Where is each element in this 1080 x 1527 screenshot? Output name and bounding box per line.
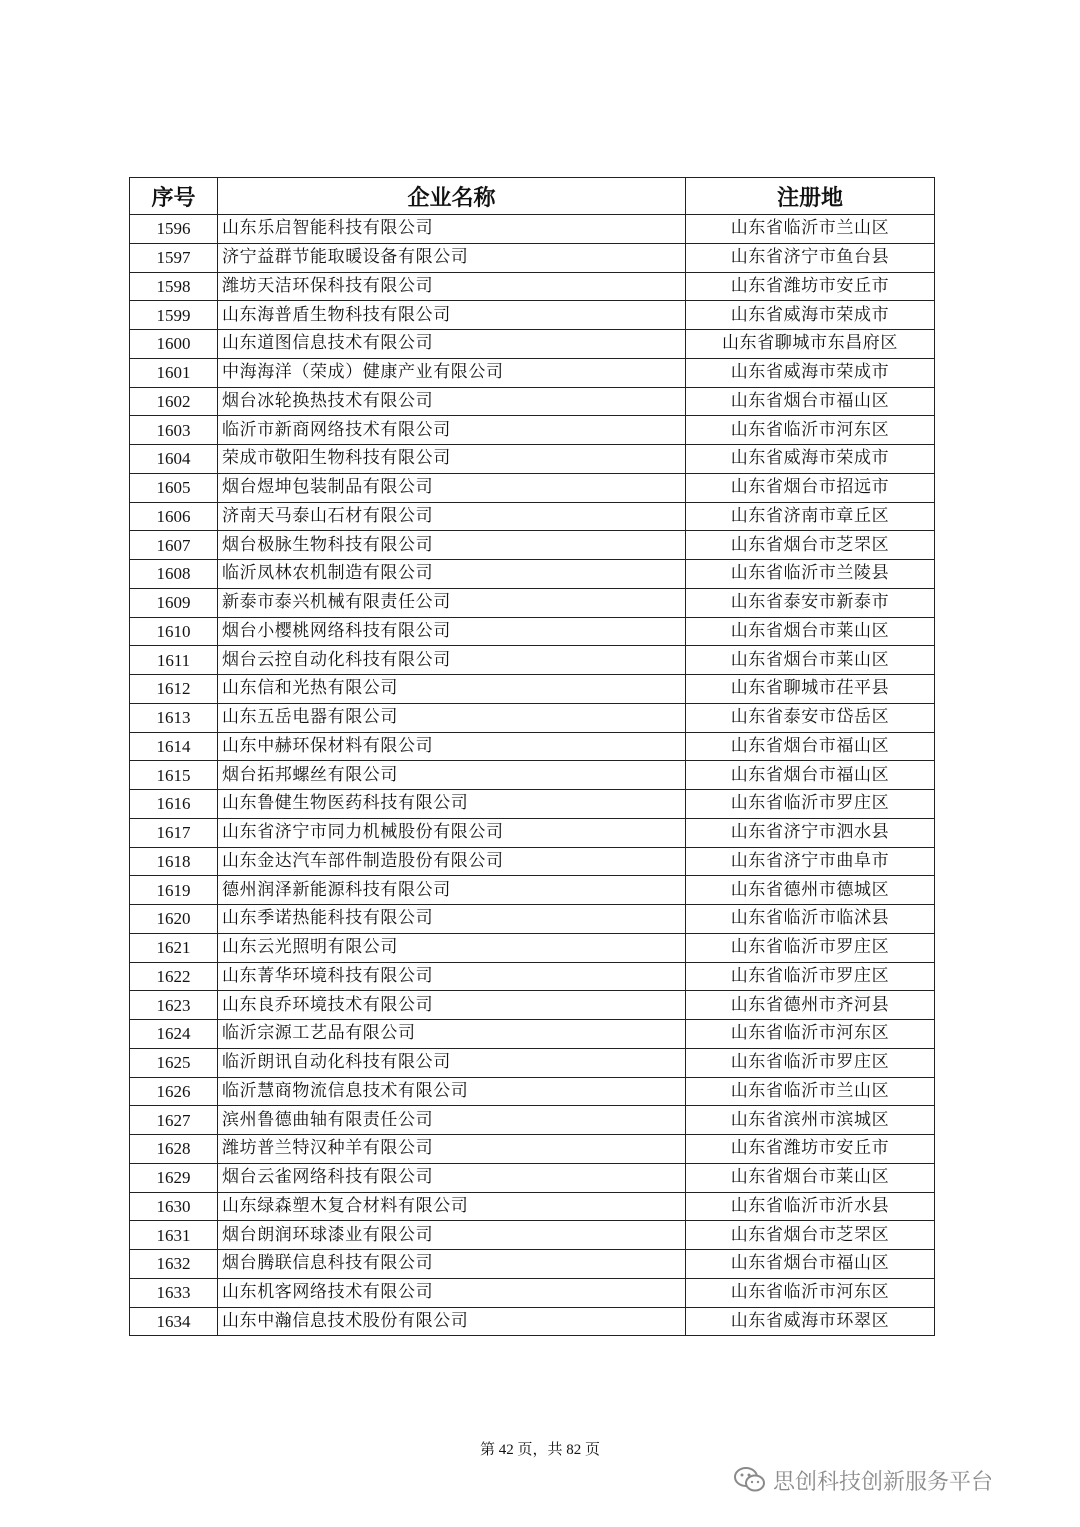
- cell-seq: 1606: [130, 502, 218, 531]
- table-row: [130, 301, 935, 330]
- cell-company-name: 中海海洋（荣成）健康产业有限公司: [218, 358, 686, 387]
- cell-registered-location: 山东省潍坊市安丘市: [686, 272, 935, 301]
- cell-seq: 1602: [130, 387, 218, 416]
- cell-registered-location: 山东省聊城市茌平县: [686, 675, 935, 704]
- header-seq: 序号: [130, 178, 218, 215]
- cell-seq: 1605: [130, 473, 218, 502]
- cell-registered-location: 山东省烟台市芝罘区: [686, 1221, 935, 1250]
- table-row: [130, 588, 935, 617]
- table-row: [130, 962, 935, 991]
- table-row: [130, 1106, 935, 1135]
- cell-seq: 1598: [130, 272, 218, 301]
- table-row: [130, 675, 935, 704]
- cell-company-name: 山东季诺热能科技有限公司: [218, 905, 686, 934]
- cell-company-name: 烟台云雀网络科技有限公司: [218, 1163, 686, 1192]
- cell-company-name: 临沂慧商物流信息技术有限公司: [218, 1077, 686, 1106]
- cell-company-name: 潍坊天洁环保科技有限公司: [218, 272, 686, 301]
- cell-seq: 1622: [130, 962, 218, 991]
- cell-registered-location: 山东省济宁市泗水县: [686, 818, 935, 847]
- table-row: [130, 991, 935, 1020]
- cell-company-name: 临沂市新商网络技术有限公司: [218, 416, 686, 445]
- cell-registered-location: 山东省威海市荣成市: [686, 301, 935, 330]
- cell-company-name: 山东中瀚信息技术股份有限公司: [218, 1307, 686, 1336]
- cell-company-name: 新泰市泰兴机械有限责任公司: [218, 588, 686, 617]
- table-row: [130, 703, 935, 732]
- table-row: [130, 790, 935, 819]
- cell-company-name: 济南天马泰山石材有限公司: [218, 502, 686, 531]
- cell-company-name: 山东省济宁市同力机械股份有限公司: [218, 818, 686, 847]
- table-row: [130, 473, 935, 502]
- cell-company-name: 荣成市敬阳生物科技有限公司: [218, 445, 686, 474]
- cell-company-name: 临沂朗讯自动化科技有限公司: [218, 1048, 686, 1077]
- cell-registered-location: 山东省临沂市罗庄区: [686, 962, 935, 991]
- table-header-row: [130, 178, 935, 215]
- cell-registered-location: 山东省威海市环翠区: [686, 1307, 935, 1336]
- cell-registered-location: 山东省泰安市新泰市: [686, 588, 935, 617]
- table-row: [130, 1077, 935, 1106]
- header-company-name: 企业名称: [218, 178, 686, 215]
- table-row: [130, 531, 935, 560]
- cell-company-name: 山东良乔环境技术有限公司: [218, 991, 686, 1020]
- table-row: [130, 1192, 935, 1221]
- cell-company-name: 山东信和光热有限公司: [218, 675, 686, 704]
- cell-registered-location: 山东省济宁市曲阜市: [686, 847, 935, 876]
- cell-seq: 1610: [130, 617, 218, 646]
- cell-company-name: 山东云光照明有限公司: [218, 933, 686, 962]
- cell-seq: 1596: [130, 215, 218, 244]
- table-row: [130, 330, 935, 359]
- table-body: [130, 215, 935, 1336]
- cell-seq: 1607: [130, 531, 218, 560]
- cell-seq: 1611: [130, 646, 218, 675]
- table-row: [130, 617, 935, 646]
- table-row: [130, 646, 935, 675]
- cell-company-name: 山东道图信息技术有限公司: [218, 330, 686, 359]
- cell-seq: 1618: [130, 847, 218, 876]
- cell-registered-location: 山东省烟台市莱山区: [686, 1163, 935, 1192]
- table-row: [130, 732, 935, 761]
- cell-company-name: 潍坊普兰特汉种羊有限公司: [218, 1135, 686, 1164]
- cell-seq: 1597: [130, 243, 218, 272]
- table-row: [130, 1221, 935, 1250]
- cell-registered-location: 山东省临沂市罗庄区: [686, 933, 935, 962]
- table-row: [130, 1278, 935, 1307]
- cell-seq: 1624: [130, 1020, 218, 1049]
- page-number: 第 42 页，共 82 页: [479, 1442, 600, 1458]
- cell-registered-location: 山东省烟台市招远市: [686, 473, 935, 502]
- cell-company-name: 山东乐启智能科技有限公司: [218, 215, 686, 244]
- cell-seq: 1614: [130, 732, 218, 761]
- cell-registered-location: 山东省济南市章丘区: [686, 502, 935, 531]
- cell-seq: 1600: [130, 330, 218, 359]
- table-row: [130, 215, 935, 244]
- cell-company-name: 山东菁华环境科技有限公司: [218, 962, 686, 991]
- cell-seq: 1631: [130, 1221, 218, 1250]
- table-row: [130, 933, 935, 962]
- cell-registered-location: 山东省临沂市罗庄区: [686, 790, 935, 819]
- cell-seq: 1626: [130, 1077, 218, 1106]
- cell-company-name: 山东五岳电器有限公司: [218, 703, 686, 732]
- cell-registered-location: 山东省烟台市福山区: [686, 1250, 935, 1279]
- cell-company-name: 山东绿森塑木复合材料有限公司: [218, 1192, 686, 1221]
- cell-seq: 1613: [130, 703, 218, 732]
- cell-registered-location: 山东省临沂市罗庄区: [686, 1048, 935, 1077]
- cell-seq: 1621: [130, 933, 218, 962]
- table-row: [130, 560, 935, 589]
- cell-seq: 1627: [130, 1106, 218, 1135]
- table-row: [130, 876, 935, 905]
- cell-registered-location: 山东省烟台市莱山区: [686, 646, 935, 675]
- table-row: [130, 502, 935, 531]
- cell-registered-location: 山东省临沂市兰山区: [686, 1077, 935, 1106]
- cell-company-name: 烟台朗润环球漆业有限公司: [218, 1221, 686, 1250]
- cell-registered-location: 山东省威海市荣成市: [686, 445, 935, 474]
- cell-registered-location: 山东省泰安市岱岳区: [686, 703, 935, 732]
- cell-company-name: 烟台冰轮换热技术有限公司: [218, 387, 686, 416]
- table-row: [130, 445, 935, 474]
- cell-company-name: 烟台极脉生物科技有限公司: [218, 531, 686, 560]
- cell-registered-location: 山东省烟台市莱山区: [686, 617, 935, 646]
- table-row: [130, 1020, 935, 1049]
- cell-seq: 1615: [130, 761, 218, 790]
- cell-seq: 1616: [130, 790, 218, 819]
- wechat-icon: [733, 1465, 767, 1495]
- cell-registered-location: 山东省烟台市福山区: [686, 387, 935, 416]
- cell-registered-location: 山东省临沂市沂水县: [686, 1192, 935, 1221]
- watermark-text: 思创科技创新服务平台: [773, 1469, 994, 1495]
- watermark: [733, 1462, 993, 1498]
- cell-company-name: 山东中赫环保材料有限公司: [218, 732, 686, 761]
- cell-company-name: 临沂凤林农机制造有限公司: [218, 560, 686, 589]
- cell-seq: 1604: [130, 445, 218, 474]
- cell-registered-location: 山东省临沂市河东区: [686, 1020, 935, 1049]
- cell-seq: 1623: [130, 991, 218, 1020]
- cell-company-name: 烟台云控自动化科技有限公司: [218, 646, 686, 675]
- cell-seq: 1625: [130, 1048, 218, 1077]
- table-row: [130, 1135, 935, 1164]
- table-row: [130, 243, 935, 272]
- cell-registered-location: 山东省临沂市河东区: [686, 416, 935, 445]
- cell-company-name: 烟台拓邦螺丝有限公司: [218, 761, 686, 790]
- cell-company-name: 烟台小樱桃网络科技有限公司: [218, 617, 686, 646]
- table-row: [130, 387, 935, 416]
- cell-seq: 1608: [130, 560, 218, 589]
- cell-company-name: 山东机客网络技术有限公司: [218, 1278, 686, 1307]
- cell-registered-location: 山东省聊城市东昌府区: [686, 330, 935, 359]
- cell-company-name: 临沂宗源工艺品有限公司: [218, 1020, 686, 1049]
- cell-company-name: 德州润泽新能源科技有限公司: [218, 876, 686, 905]
- cell-seq: 1628: [130, 1135, 218, 1164]
- table-row: [130, 905, 935, 934]
- table-row: [130, 1250, 935, 1279]
- header-registered-location: 注册地: [686, 178, 935, 215]
- table-row: [130, 1307, 935, 1336]
- table-row: [130, 818, 935, 847]
- cell-company-name: 烟台腾联信息科技有限公司: [218, 1250, 686, 1279]
- cell-seq: 1599: [130, 301, 218, 330]
- cell-registered-location: 山东省德州市齐河县: [686, 991, 935, 1020]
- cell-registered-location: 山东省烟台市福山区: [686, 732, 935, 761]
- cell-seq: 1632: [130, 1250, 218, 1279]
- cell-company-name: 山东海普盾生物科技有限公司: [218, 301, 686, 330]
- table-row: [130, 1048, 935, 1077]
- table-row: [130, 272, 935, 301]
- cell-registered-location: 山东省临沂市兰陵县: [686, 560, 935, 589]
- cell-registered-location: 山东省临沂市临沭县: [686, 905, 935, 934]
- table-row: [130, 1163, 935, 1192]
- cell-company-name: 山东鲁健生物医药科技有限公司: [218, 790, 686, 819]
- cell-seq: 1630: [130, 1192, 218, 1221]
- cell-registered-location: 山东省临沂市兰山区: [686, 215, 935, 244]
- cell-seq: 1617: [130, 818, 218, 847]
- cell-seq: 1601: [130, 358, 218, 387]
- table-row: [130, 358, 935, 387]
- cell-seq: 1633: [130, 1278, 218, 1307]
- cell-company-name: 滨州鲁德曲轴有限责任公司: [218, 1106, 686, 1135]
- cell-seq: 1619: [130, 876, 218, 905]
- cell-seq: 1609: [130, 588, 218, 617]
- cell-registered-location: 山东省德州市德城区: [686, 876, 935, 905]
- cell-registered-location: 山东省济宁市鱼台县: [686, 243, 935, 272]
- cell-seq: 1629: [130, 1163, 218, 1192]
- table-row: [130, 416, 935, 445]
- cell-seq: 1620: [130, 905, 218, 934]
- cell-registered-location: 山东省烟台市福山区: [686, 761, 935, 790]
- cell-seq: 1612: [130, 675, 218, 704]
- cell-seq: 1603: [130, 416, 218, 445]
- cell-company-name: 济宁益群节能取暖设备有限公司: [218, 243, 686, 272]
- enterprise-table: [129, 177, 935, 1336]
- cell-registered-location: 山东省烟台市芝罘区: [686, 531, 935, 560]
- cell-seq: 1634: [130, 1307, 218, 1336]
- cell-company-name: 山东金达汽车部件制造股份有限公司: [218, 847, 686, 876]
- table-row: [130, 761, 935, 790]
- cell-registered-location: 山东省潍坊市安丘市: [686, 1135, 935, 1164]
- cell-registered-location: 山东省威海市荣成市: [686, 358, 935, 387]
- cell-registered-location: 山东省滨州市滨城区: [686, 1106, 935, 1135]
- cell-company-name: 烟台煜坤包装制品有限公司: [218, 473, 686, 502]
- cell-registered-location: 山东省临沂市河东区: [686, 1278, 935, 1307]
- table-row: [130, 847, 935, 876]
